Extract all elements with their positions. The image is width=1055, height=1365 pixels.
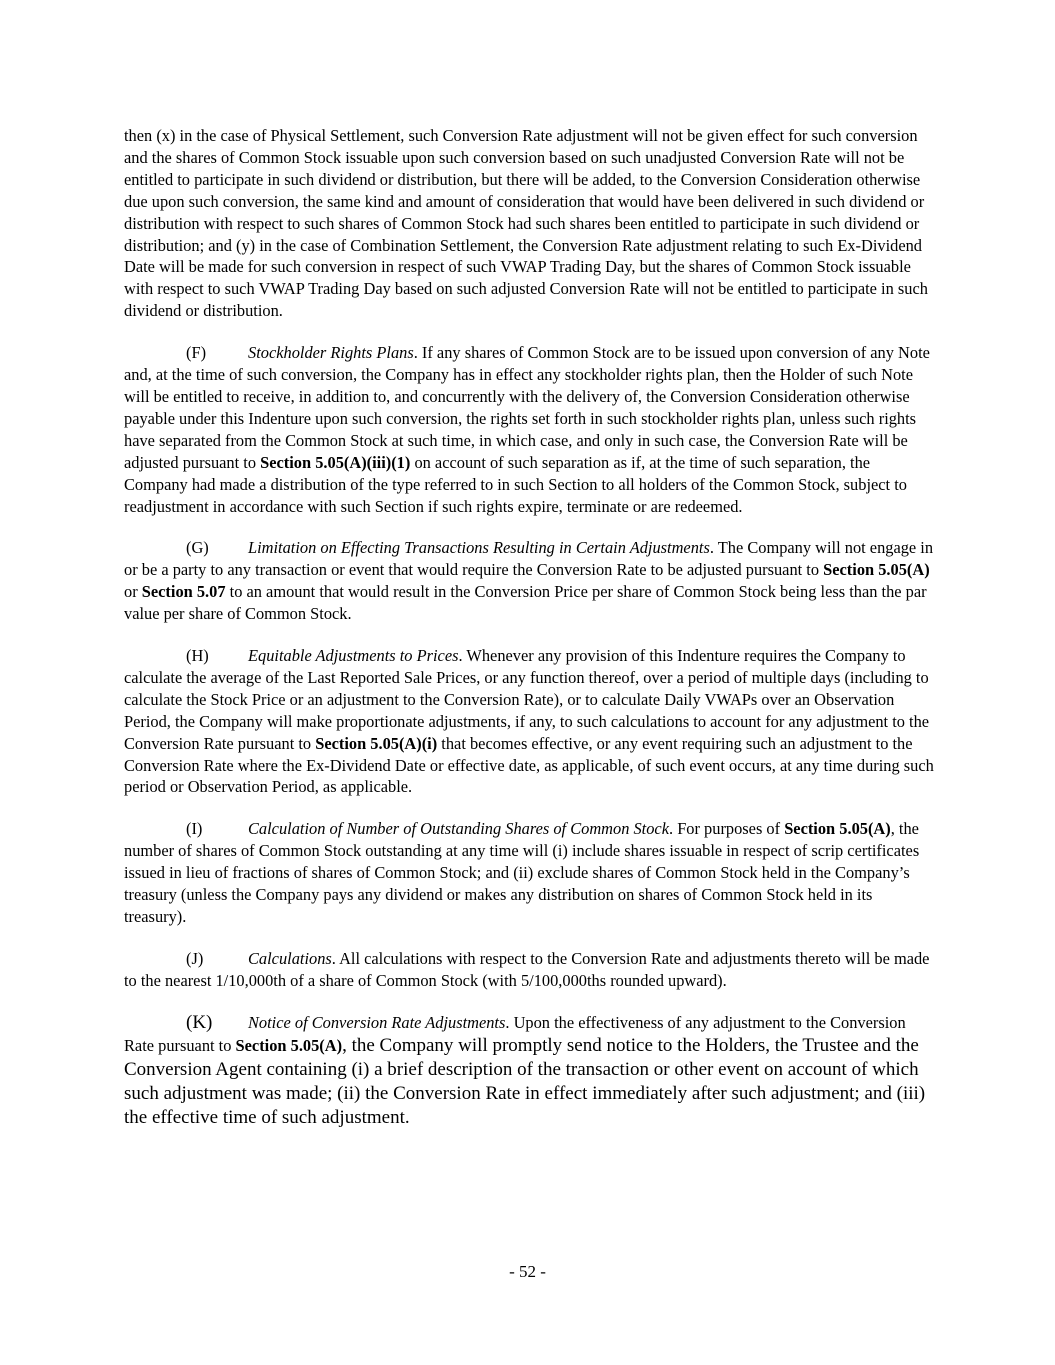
- section-h-number: (H): [186, 646, 209, 666]
- section-j-paragraph: (J) Calculations. All calculations with respect to the Conversion Rate and adjustments thereto will be made to the nearest 1/10,000th of a share of Common Stock (with 5/100,000ths rounded upward).: [124, 948, 930, 990]
- section-k-title: Notice of Conversion Rate Adjustments: [248, 1012, 506, 1032]
- section-g-paragraph: (G) Limitation on Effecting Transactions Resulting in Certain Adjustments. The Company will not engage in or be a party to any transaction or event that would require the Conversion Rate to be adjusted pursuant to Section 5.05(A) or Section 5.07 to an amount that would result in the Conversion Price per share of Common Stock being less than the par value per share of Common Stock.: [124, 538, 934, 624]
- section-k-reference: Section 5.05(A): [235, 1035, 343, 1055]
- section-h-reference: Section 5.05(A)(i): [315, 733, 438, 753]
- section-g-title: Limitation on Effecting Transactions Resulting in Certain Adjustments: [248, 538, 710, 558]
- section-j-number: (J): [186, 948, 204, 968]
- section-h-paragraph: (H) Equitable Adjustments to Prices. Whenever any provision of this Indenture requires the Company to calculate the average of the Last Reported Sale Prices, or any function thereof, over a period of multiple days (including to calculate the Stock Price or an adjustment to the Conversion Rate), or to calculate Daily VWAPs over an Observation Period, the Company will make proportionate adjustments, if any, to such calculations to account for any adjustment to the Conversion Rate pursuant to Section 5.05(A)(i) that becomes effective, or any event requiring such an adjustment to the Conversion Rate where the Ex-Dividend Date or effective date, as applicable, of such event occurs, at any time during such period or Observation Period, as applicable.: [124, 646, 934, 797]
- section-g-number: (G): [186, 538, 209, 558]
- section-f-paragraph: (F) Stockholder Rights Plans. If any shares of Common Stock are to be issued upon conversion of any Note and, at the time of such conversion, the Company has in effect any stockholder rights plan, then the Holder of such Note will be entitled to receive, in addition to, and concurrently with the delivery of, the Conversion Consideration otherwise payable under this Indenture upon such conversion, the rights set forth in such stockholder rights plan, unless such rights have separated from the Common Stock at such time, in which case, and only in such case, the Conversion Rate will be adjusted pursuant to Section 5.05(A)(iii)(1) on account of such separation as if, at the time of such separation, the Company had made a distribution of the type referred to in such Section to all holders of the Common Stock, subject to readjustment in accordance with such Section if such rights expire, terminate or are redeemed.: [124, 343, 930, 516]
- page-number: - 52 -: [509, 1262, 546, 1281]
- section-i-number: (I): [186, 819, 203, 839]
- section-f-reference: Section 5.05(A)(iii)(1): [260, 452, 411, 472]
- section-g-reference-1: Section 5.05(A): [823, 560, 930, 580]
- document-page: [124, 125, 936, 1150]
- section-k-number: (K): [186, 1011, 213, 1033]
- section-i-title: Calculation of Number of Outstanding Shares of Common Stock: [248, 819, 669, 839]
- section-j-title: Calculations: [248, 948, 332, 968]
- section-i-paragraph: (I) Calculation of Number of Outstanding Shares of Common Stock. For purposes of Section 5.05(A), the number of shares of Common Stock outstanding at any time will (i) include shares issuable in respect of scrip certificates issued in lieu of fractions of shares of Common Stock; and (ii) exclude shares of Common Stock held in the Company’s treasury (unless the Company pays any dividend or makes any distribution on shares of Common Stock held in its treasury).: [124, 819, 920, 926]
- section-g-reference-2: Section 5.07: [141, 582, 226, 602]
- section-f-number: (F): [186, 343, 207, 363]
- section-k-paragraph: (K) Notice of Conversion Rate Adjustments. Upon the effectiveness of any adjustment to the Conversion Rate pursuant to Section 5.05(A), the Company will promptly send notice to the Holders, the Trustee and the Conversion Agent containing (i) a brief description of the transaction or other event on account of which such adjustment was made; (ii) the Conversion Rate in effect immediately after such adjustment; and (iii) the effective time of such adjustment.: [124, 1011, 926, 1128]
- section-f-title: Stockholder Rights Plans: [248, 343, 414, 363]
- section-h-title: Equitable Adjustments to Prices: [248, 646, 459, 666]
- section-i-reference: Section 5.05(A): [784, 819, 891, 839]
- intro-paragraph: then (x) in the case of Physical Settlement, such Conversion Rate adjustment will not be given effect for such conversion and the shares of Common Stock issuable upon such conversion based on such unadjusted Conversion Rate will not be entitled to participate in such dividend or distribution, but there will be added, to the Conversion Consideration otherwise due upon such conversion, the same kind and amount of consideration that would have been delivered in such dividend or distribution with respect to such shares of Common Stock had such shares been entitled to participate in such dividend or distribution; and (y) in the case of Combination Settlement, the Conversion Rate adjustment relating to such Ex-Dividend Date will be made for such conversion in respect of such VWAP Trading Day, but the shares of Common Stock issuable with respect to such VWAP Trading Day based on such adjusted Conversion Rate will not be entitled to participate in such dividend or distribution.: [124, 126, 928, 321]
